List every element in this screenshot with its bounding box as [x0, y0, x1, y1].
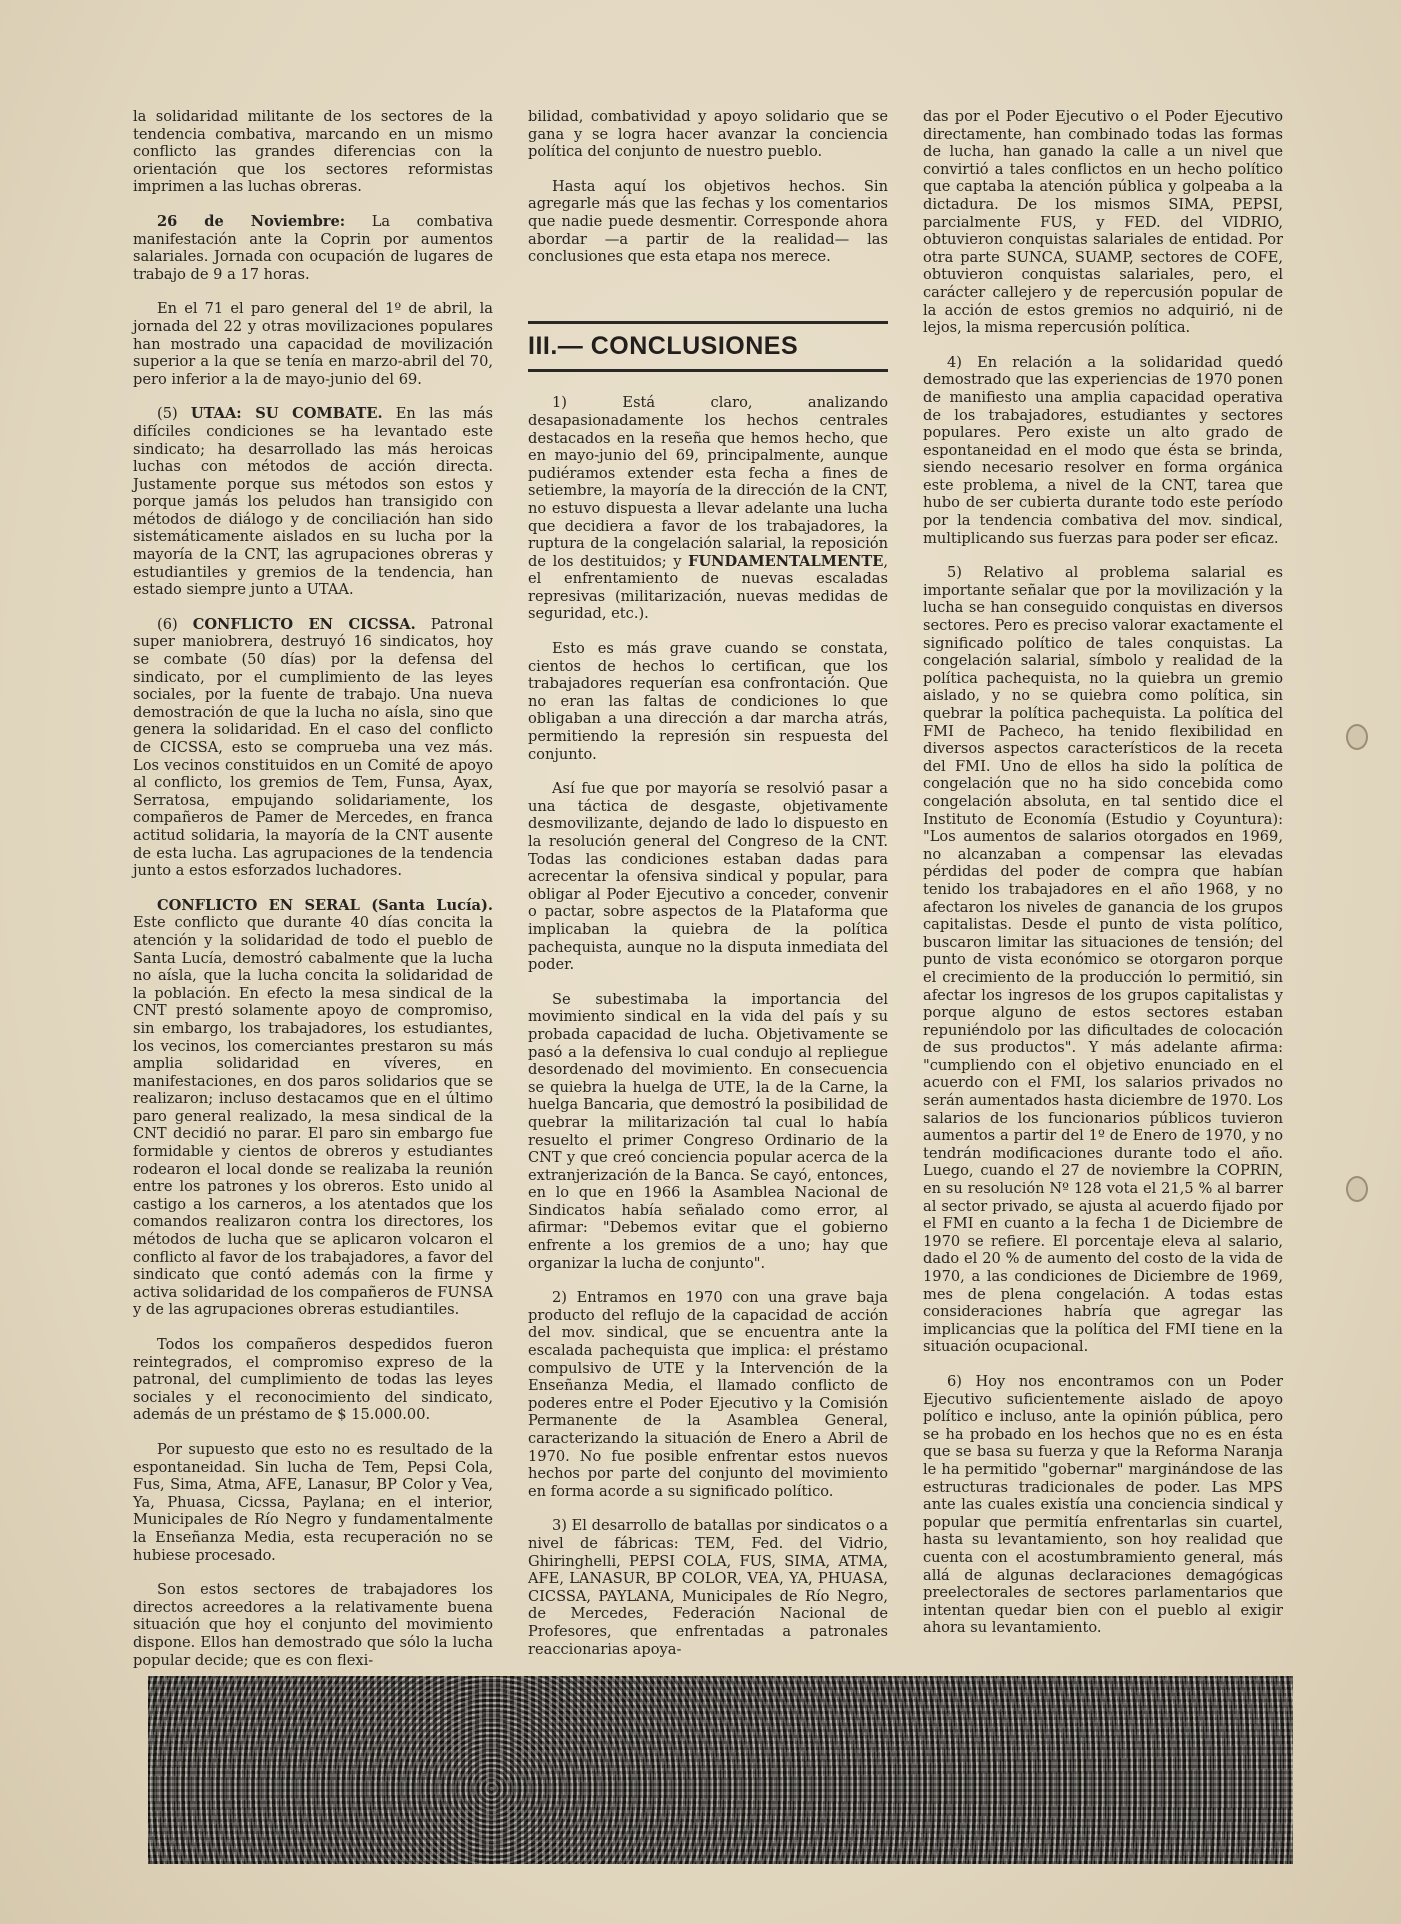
paragraph: bilidad, combatividad y apoyo solidario que se gana y se logra hacer avanzar la conciencia política del conjunto de nuestro pueblo. [528, 108, 888, 161]
punch-hole [1346, 724, 1368, 750]
date-lead: 26 de Noviembre: [157, 212, 346, 230]
section-lead: CONFLICTO EN CICSSA. [192, 615, 416, 633]
paragraph: 4) En relación a la solidaridad quedó demostrado que las experiencias de 1970 ponen de manifiesto una amplia capacidad operativa de los trabajadores, estudiantes y sectores populares. Pero existe un alto grado de espontaneidad en el modo que ésta se brinda, siendo necesario resolver en forma orgánica este problema, a nivel de la CNT, tarea que hubo de ser cubierta durante todo este período por la tendencia combativa del mov. sindical, multiplicando sus fuerzas para poder ser eficaz. [923, 353, 1283, 547]
paragraph [133, 897, 493, 1319]
paragraph: Todos los compañeros despedidos fueron reintegrados, el compromiso expreso de la patronal, del cumplimiento de todas las leyes sociales y el reconocimiento del sindicato, además de un préstamo de $ 15.000.00. [133, 1336, 493, 1424]
crowd-photo [148, 1676, 1293, 1864]
paragraph [528, 394, 888, 623]
text-column-2 [528, 108, 888, 1675]
paragraph: Se subestimaba la importancia del movimiento sindical en la vida del país y su probada capacidad de lucha. Objetivamente se pasó a la defensiva lo cual condujo al repliegue desordenado del movimiento. En consecuencia se quiebra la huelga de UTE, la de la Carne, la huelga Bancaria, que demostró la posibilidad de quebrar la militarización tal cual lo había resuelto el primer Congreso Ordinario de la CNT y que creó conciencia popular acerca de la extranjerización de la Banca. Se cayó, entonces, en lo que en 1966 la Asamblea Nacional de Sindicatos había señalado como error, al afirmar: "Debemos evitar que el gobierno enfrente a los gremios de a uno; hay que organizar la lucha de conjunto". [528, 990, 888, 1272]
section-lead: CONFLICTO EN SERAL (Santa Lucía). [157, 896, 493, 914]
paragraph-text: , el enfrentamiento de nuevas escaladas represivas (militarización, nuevas medidas de seguridad, etc.). [528, 552, 888, 623]
paragraph-text: En las más difíciles condiciones se ha levantado este sindicato; ha desarrollado las más heroicas luchas con métodos de acción directa. Justamente porque sus métodos son estos y porque jamás los peludos han transigido con métodos de diálogo y de conciliación han sido sistemáticamente aislados en su lucha por la mayoría de la CNT, las agrupaciones obreras y estudiantiles y gremios de la tendencia, han estado siempre junto a UTAA. [133, 405, 494, 599]
paragraph [133, 616, 493, 880]
paragraph: la solidaridad militante de los sectores de la tendencia combativa, marcando en un mismo conflicto las grandes diferencias con la orientación que los sectores reformistas imprimen a las luchas obreras. [133, 108, 493, 196]
paragraph-text: Patronal super maniobrera, destruyó 16 sindicatos, hoy se combate (50 días) por la defensa del sindicato, por el cumplimiento de las leyes sociales, por la fuente de trabajo. Una nueva demostración de que la lucha no aísla, sino que genera la solidaridad. En el caso del conflicto de CICSSA, esto se comprueba una vez más. Los vecinos constituidos en un Comité de apoyo al conflicto, los gremios de Tem, Funsa, Ayax, Serratosa, empujando solidariamente, los compañeros de Pamer de Mercedes, en franca actitud solidaria, la mayoría de la CNT ausente de esta lucha. Las agrupaciones de la tendencia junto a estos esforzados luchadores. [133, 615, 493, 880]
paragraph-text: La combativa manifestación ante la Coprin por aumentos salariales. Jornada con ocupación de lugares de trabajo de 9 a 17 horas. [133, 212, 493, 283]
paragraph: Esto es más grave cuando se constata, cientos de hechos lo certifican, que los trabajadores requerían esa confrontación. Que no eran las faltas de condiciones lo que obligaban a una dirección a dar marcha atrás, permitiendo la represión sin respuesta del conjunto. [528, 640, 888, 763]
paragraph: Por supuesto que esto no es resultado de la espontaneidad. Sin lucha de Tem, Pepsi Cola, Fus, Sima, Atma, AFE, Lanasur, BP Color y Vea, Ya, Phuasa, Cicssa, Paylana; en el interior, Municipales de Río Negro y fundamentalmente la Enseñanza Media, esta recuperación no se hubiese procesado. [133, 1440, 493, 1564]
paragraph: Así fue que por mayoría se resolvió pasar a una táctica de desgaste, objetivamente desmovilizante, dejando de lado lo dispuesto en la resolución general del Congreso de la CNT. Todas las condiciones estaban dadas para acrecentar la ofensiva sindical y popular, para obligar al Poder Ejecutivo a conceder, convenir o pactar, sobre aspectos de la Plataforma que implicaban la quiebra de la política pachequista, aunque no la disputa inmediata del poder. [528, 780, 888, 974]
section-heading: III.— CONCLUSIONES [528, 331, 799, 360]
paragraph: Son estos sectores de trabajadores los directos acreedores a la relativamente buena situación que hoy el conjunto del movimiento dispone. Ellos han demostrado que sólo la lucha popular decide; que es con flexi- [133, 1581, 493, 1669]
paragraph: 3) El desarrollo de batallas por sindicatos o a nivel de fábricas: TEM, Fed. del Vidrio, Ghiringhelli, PEPSI COLA, FUS, SIMA, ATMA, AFE, LANASUR, BP COLOR, VEA, YA, PHUASA, CICSSA, PAYLANA, Municipales de Río Negro, de Mercedes, Federación Nacional de Profesores, que enfrentadas a patronales reaccionarias apoya- [528, 1517, 888, 1658]
paragraph [133, 405, 493, 599]
section-lead: UTAA: SU COMBATE. [190, 405, 383, 423]
paragraph-text: Este conflicto que durante 40 días concita la atención y la solidaridad de todo el pueblo de Santa Lucía, demostró cabalmente que la lucha no aísla, que la lucha concita la solidaridad de la población. En efecto la mesa sindical de la CNT prestó solamente apoyo de compromiso, sin embargo, los trabajadores, los estudiantes, los vecinos, los comerciantes prestaron su más amplia solidaridad en víveres, en manifestaciones, en dos paros solidarios que se realizaron; incluso destacamos que en el último paro general realizado, la mesa sindical de la CNT decidió no parar. El paro sin embargo fue formidable y cientos de obreros y estudiantes rodearon el local donde se realizaba la reunión entre los patrones y los obreros. Esto unido al castigo a los carneros, a los atentados que los comandos realizaron contra los directores, los métodos de lucha que se aplicaron volcaron el conflicto al favor de los trabajadores, a favor del sindicato que contó además con la firme y activa solidaridad de los compañeros de FUNSA y de las agrupaciones obreras estudiantiles. [133, 914, 493, 1319]
paragraph [133, 213, 493, 283]
heading-rule-top [528, 321, 888, 324]
paragraph: Hasta aquí los objetivos hechos. Sin agregarle más que las fechas y los comentarios que nadie puede desmentir. Corresponde ahora abordar —a partir de la realidad— las conclusiones que esta etapa nos merece. [528, 177, 888, 266]
paragraph: das por el Poder Ejecutivo o el Poder Ejecutivo directamente, han combinado todas las formas de lucha, han ganado la calle a un nivel que convirtió a tales conflictos en un hecho político que captaba la atención pública y golpeaba a la dictadura. De los mismos SIMA, PEPSI, parcialmente FUS, y FED. del VIDRIO, obtuvieron conquistas salariales de entidad. Por otra parte SUNCA, SUAMP, sectores de COFE, obtuvieron conquistas salariales, pero, el carácter callejero y de repercusión popular de la acción de estos gremios no adquirió, ni de lejos, la misma repercusión política. [923, 108, 1283, 337]
paragraph-text: 1) Está claro, analizando desapasionadamente los hechos centrales destacados en la reseña que hemos hecho, que en mayo-junio del 69, principalmente, aunque pudiéramos extender esta fecha a fines de setiembre, la mayoría de la dirección de la CNT, no estuvo dispuesta a llevar adelante una lucha que decidiera a favor de los trabajadores, la ruptura de la congelación salarial, la reposición de los destituidos; y [528, 394, 888, 570]
paragraph: 5) Relativo al problema salarial es importante señalar que por la movilización y la lucha se han conseguido conquistas en diversos sectores. Pero es preciso valorar exactamente el significado político de tales conquistas. La congelación salarial, símbolo y realidad de la política pachequista, no la quiebra un gremio aislado, y no se quiebra como política, sin quebrar la política pachequista. La política del FMI de Pacheco, ha tenido flexibilidad en diversos aspectos característicos de la receta del FMI. Uno de ellos ha sido la política de congelación que no ha sido concebida como congelación absoluta, en tal sentido dice el Instituto de Economía (Estudio y Coyuntura): "Los aumentos de salarios otorgados en 1969, no alcanzaban a compensar las elevadas pérdidas del poder de compra que habían tenido los trabajadores en el año 1968, y no afectaron los niveles de ganancia de los grupos capitalistas. Desde el punto de vista político, buscaron limitar las situaciones de tensión; del punto de vista económico se otorgaron porque el crecimiento de la producción lo permitió, sin afectar los ingresos de los grupos capitalistas y porque alguno de estos sectores estaban repuniéndolo por las dificultades de colocación de sus productos". Y más adelante afirma: "cumpliendo con el objetivo enunciado en el acuerdo con el FMI, los salarios privados no serán aumentados hasta diciembre de 1970. Los salarios de los funcionarios públicos tuvieron aumentos a partir del 1º de Enero de 1970, y no tendrán modificaciones durante todo el año. Luego, cuando el 27 de noviembre la COPRIN, en su resolución Nº 128 vota el 21,5 % al barrer al sector privado, se ajusta al acuerdo fijado por el FMI en cuanto a la fecha 1 de Diciembre de 1970 se refiere. El porcentaje eleva al salario, dado el 20 % de aumento del costo de la vida de 1970, a las condiciones de Diciembre de 1969, mes de plena congelación. A todas estas consideraciones habría que agregar las implicancias que la política del FMI tiene en la situación ocupacional. [923, 564, 1283, 1356]
note-number: (5) [157, 405, 178, 423]
paragraph: En el 71 el paro general del 1º de abril, la jornada del 22 y otras movilizaciones populares han mostrado una capacidad de movilización superior a la que se tenía en marzo-abril del 70, pero inferior a la de mayo-junio del 69. [133, 300, 493, 388]
paragraph: 2) Entramos en 1970 con una grave baja producto del reflujo de la capacidad de acción del mov. sindical, que se encuentra ante la escalada pachequista que implica: el préstamo compulsivo de UTE y la Intervención de la Enseñanza Media, el llamado conflicto de poderes entre el Poder Ejecutivo y la Comisión Permanente de la Asamblea General, caracterizando la situación de Enero a Abril de 1970. No fue posible enfrentar estos nuevos hechos por parte del conjunto del movimiento en forma acorde a su significado político. [528, 1289, 888, 1500]
text-column-3 [923, 108, 1283, 1654]
punch-hole [1346, 1176, 1368, 1202]
text-column-1 [133, 108, 493, 1686]
note-number: (6) [157, 615, 178, 633]
paragraph: 6) Hoy nos encontramos con un Poder Ejecutivo suficientemente aislado de apoyo político e incluso, ante la opinión pública, pero se ha probado en los hechos que no es en ésta que se basa su fuerza y que la Reforma Naranja le ha permitido "gobernar" marginándose de las estructuras tradicionales de poder. Las MPS ante las cuales existía una conciencia sindical y popular que permitía enfrentarlas sin cuartel, hasta su levantamiento, son hoy realidad que cuenta con el acostumbramiento general, más allá de algunas declaraciones demagógicas preelectorales de sectores parlamentarios que intentan quedar bien con el pueblo al exigir ahora su levantamiento. [923, 1372, 1283, 1637]
emphasis: FUNDAMENTALMENTE [688, 552, 884, 570]
